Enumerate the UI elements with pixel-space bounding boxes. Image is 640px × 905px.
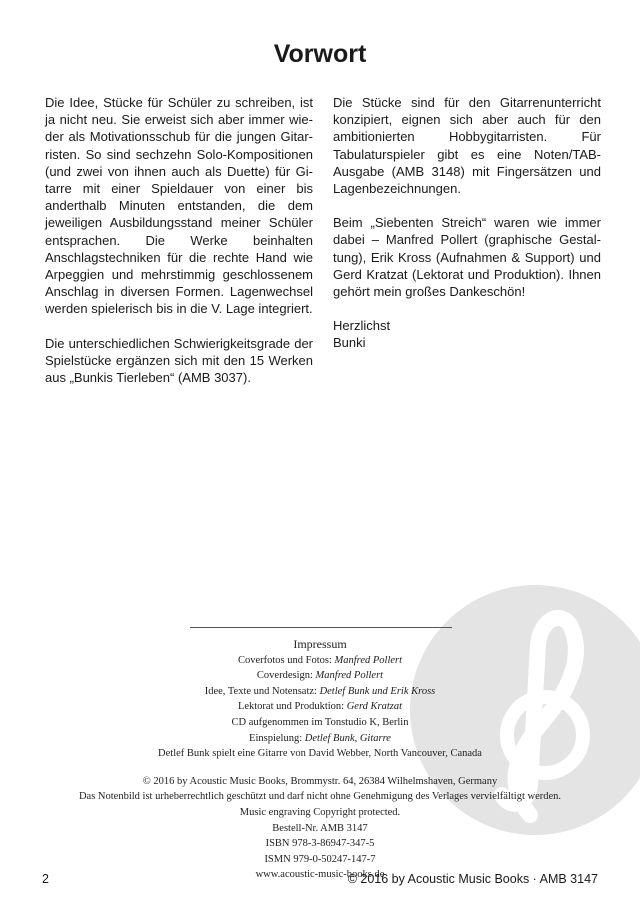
website: www.acoustic-music-books.de	[255, 869, 385, 881]
signature: Bunki	[333, 335, 366, 351]
copyright: © 2016 by Acoustic Music Books, Brommystr. 64, 26384 Wilhelmshaven, Germany	[142, 775, 498, 787]
right-column	[333, 94, 601, 369]
guitar-credit: Detlef Bunk spielt eine Gitarre von David Webber, North Vancouver, Canada	[158, 748, 482, 760]
paragraph: Beim „Siebenten Streich“ waren wie immer dabei – Manfred Pollert (graphische Gestaltung), Erik Kross (Aufnahmen & Support) und Gerd Kratzat (Lektorat und Produktion). Ihnen gehört mein großes Dankeschön!	[333, 215, 601, 300]
credit-line: Coverdesign: Manfred Pollert	[256, 670, 384, 682]
credit-line: CD aufgenommen im Tonstudio K, Berlin	[231, 716, 409, 728]
order-number: Bestell-Nr. AMB 3147	[272, 822, 368, 834]
footer-copyright: © 2016 by Acoustic Music Books · AMB 3147	[347, 872, 598, 886]
credit-line: Coverfotos und Fotos: Manfred Pollert	[237, 654, 403, 666]
copyright-notice: Das Notenbild ist urheberrechtlich geschützt und darf nicht ohne Genehmigung des Verlages vervielfältigt werden.	[78, 791, 562, 803]
divider	[190, 627, 452, 628]
paragraph: Die Stücke sind für den Gitarrenunterricht konzipiert, eignen sich aber auch für den ambitionierten Hobbygitarristen. Für Tabulaturspieler gibt es eine Noten/TAB-Ausgabe (AMB 3148) mit Fingersätzen und Lagenbezeichnungen.	[333, 95, 601, 197]
engraving-notice: Music engraving Copyright protected.	[239, 806, 401, 818]
credit-line: Idee, Texte und Notensatz: Detlef Bunk und Erik Kross	[204, 685, 436, 697]
paragraph: Die unterschiedlichen Schwierigkeitsgrade der Spielstücke ergänzen sich mit den 15 Werken aus „Bunkis Tierleben“ (AMB 3037).	[45, 335, 313, 386]
page-title: Vorwort	[273, 40, 367, 68]
paragraph: Die Idee, Stücke für Schüler zu schreiben, ist ja nicht neu. Sie erweist sich aber immer wieder als Motivationsschub für die jungen Gitarristen. So sind sechzehn Solo-Kompositionen (und zwei von ihnen auch als Duette) für Gitarre mit einer Spieldauer von einer bis anderthalb Minuten entstanden, die dem jeweiligen Ausbildungsstand meiner Schüler entsprachen. Die Werke beinhalten Anschlagstechniken für die rechte Hand wie Arpeggien und mehrstimmig geschlossenem Anschlag in diversen Formen. Lagenwechsel werden spielerisch bis in die V. Lage integriert.	[45, 95, 313, 317]
impressum	[0, 637, 640, 883]
credit-line: Einspielung: Detlef Bunk, Gitarre	[249, 732, 391, 744]
ismn: ISMN 979-0-50247-147-7	[264, 853, 376, 865]
page-number: 2	[42, 872, 49, 886]
credit-line: Lektorat und Produktion: Gerd Kratzat	[237, 701, 403, 713]
signature-block	[333, 317, 601, 351]
left-column	[45, 94, 313, 403]
isbn: ISBN 978-3-86947-347-5	[265, 838, 375, 850]
closing: Herzlichst	[333, 318, 391, 334]
impressum-heading: Impressum	[293, 637, 347, 651]
